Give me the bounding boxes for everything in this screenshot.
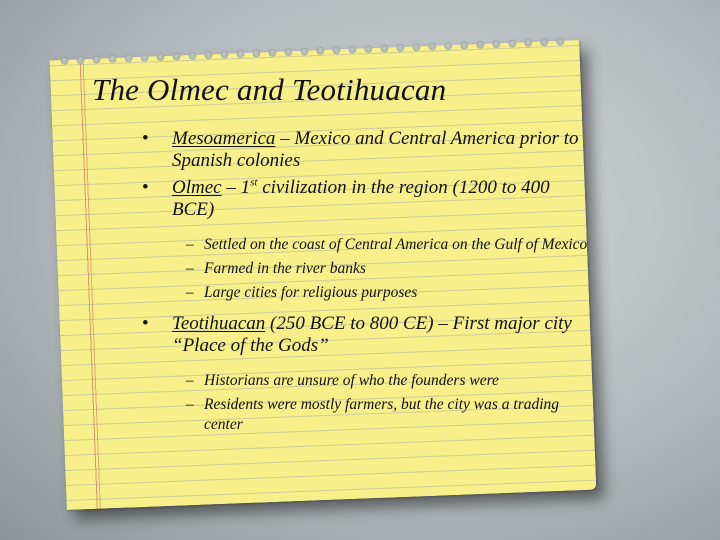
sub-bullet-text: Large cities for religious purposes xyxy=(204,284,418,301)
sub-bullet-marker: – xyxy=(186,372,194,389)
bullet-teotihuacan xyxy=(142,313,592,435)
sub-bullet xyxy=(172,371,592,391)
term-teotihuacan: Teotihuacan xyxy=(172,313,266,334)
bullet-mesoamerica xyxy=(142,128,592,172)
bullet-text: (250 BCE to 800 CE) – First major city “Place of the Gods” xyxy=(172,313,572,356)
sub-bullet-marker: – xyxy=(186,260,194,277)
sub-bullet-text: Residents were mostly farmers, but the city was a trading center xyxy=(204,396,560,433)
sub-bullet xyxy=(172,395,592,435)
sub-bullet xyxy=(172,235,592,255)
sub-bullet-marker: – xyxy=(186,284,194,301)
term-mesoamerica: Mesoamerica xyxy=(172,128,276,149)
bullet-text: – Mexico and Central America prior to Spanish colonies xyxy=(172,128,579,171)
sub-bullet-list xyxy=(172,235,592,303)
sub-bullet-marker: – xyxy=(186,396,194,413)
sub-bullet xyxy=(172,259,592,279)
sub-bullet xyxy=(172,283,592,303)
sub-bullet-text: Settled on the coast of Central America on the Gulf of Mexico xyxy=(204,236,588,253)
bullet-marker: • xyxy=(142,177,149,198)
sub-bullet-text: Historians are unsure of who the founders were xyxy=(204,372,499,389)
sub-bullet-list xyxy=(172,371,592,435)
bullet-marker: • xyxy=(142,128,149,149)
bullet-olmec xyxy=(142,177,592,303)
bullet-text: – 1 xyxy=(221,177,251,198)
term-olmec: Olmec xyxy=(172,177,222,198)
bullet-text: civilization in the region (1200 to 400 BCE) xyxy=(172,177,550,220)
ordinal-superscript: st xyxy=(250,176,258,189)
sub-bullet-marker: – xyxy=(186,236,194,253)
bullet-list xyxy=(142,128,592,445)
sub-bullet-text: Farmed in the river banks xyxy=(204,260,366,277)
slide-title: The Olmec and Teotihuacan xyxy=(92,72,447,107)
bullet-marker: • xyxy=(142,313,149,334)
